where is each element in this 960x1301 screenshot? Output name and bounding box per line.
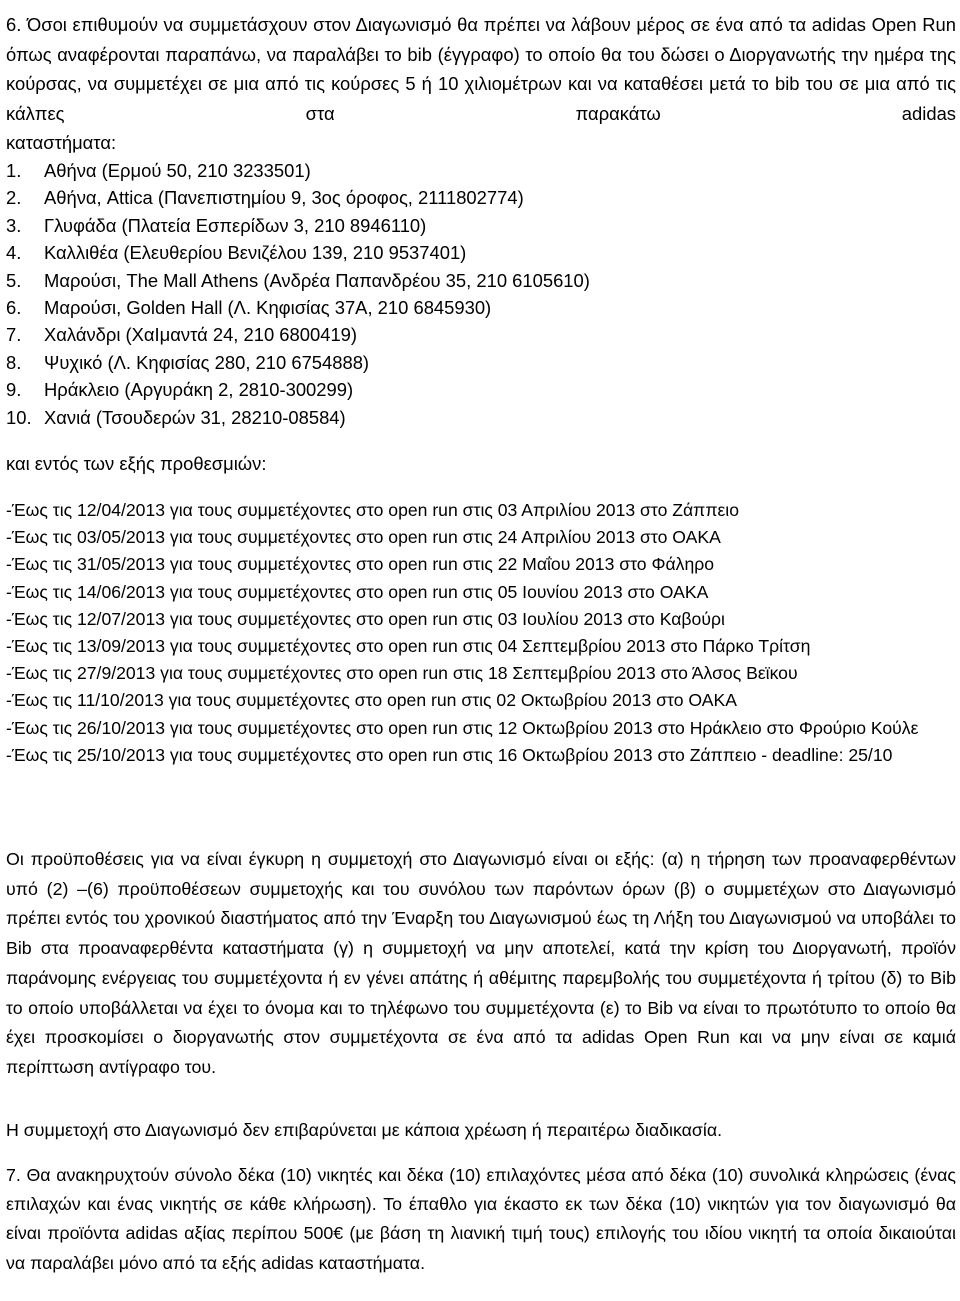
store-number: 4. [6,242,22,264]
store-number: 9. [6,379,22,401]
store-item [6,321,956,348]
store-item [6,349,956,376]
store-item [6,212,956,239]
store-item [6,376,956,403]
prizes-paragraph: 7. Θα ανακηρυχτούν σύνολο δέκα (10) νικητές και δέκα (10) επιλαχόντες μέσα από δέκα (10) συνολικά κληρώσεις (ένας επιλαχών και ένας νικητής σε κάθε κλήρωση). Το έπαθλο για έκαστο εκ των δέκα (10) νικητών για τον διαγωνισμό θα είναι προϊόντα adidas αξίας περίπου 500€ (με βάση τη λιανική τιμή τους) επιλογής του ιδίου νικητή τα οποία δικαιούται να παραλάβει μόνο από τα εξής adidas καταστήματα. [6,1165,956,1273]
store-text: Χαλάνδρι (ΧαΙμαντά 24, 210 6800419) [44,324,358,346]
store-number: 5. [6,269,22,291]
store-text: Ηράκλειο (Αργυράκη 2, 2810-300299) [44,379,354,401]
store-item [6,267,956,294]
store-number: 10. [6,406,32,428]
store-number: 3. [6,214,22,236]
intro-paragraph-end: καταστήματα: [6,132,117,153]
no-charge-paragraph: Η συμμετοχή στο Διαγωνισμό δεν επιβαρύνεται με κάποια χρέωση ή περαιτέρω διαδικασία. [6,1120,723,1140]
deadline-item: -Έως τις 12/07/2013 για τους συμμετέχοντες στο open run στις 03 Ιουλίου 2013 στο Καβούρι [6,608,725,629]
store-list [6,157,956,431]
deadline-item: -Έως τις 13/09/2013 για τους συμμετέχοντες στο open run στις 04 Σεπτεμβρίου 2013 στο Πάρκο Τρίτση [6,636,811,657]
store-text: Ψυχικό (Λ. Κηφισίας 280, 210 6754888) [44,351,370,373]
store-text: Αθήνα, Attica (Πανεπιστημίου 9, 3ος όροφος, 2111802774) [44,187,524,209]
deadline-item: -Έως τις 25/10/2013 για τους συμμετέχοντες στο open run στις 16 Οκτωβρίου 2013 στο Ζάππειο - deadline: 25/10 [6,744,893,765]
store-text: Αθήνα (Ερμού 50, 210 3233501) [44,160,311,181]
deadline-item: -Έως τις 31/05/2013 για τους συμμετέχοντες στο open run στις 22 Μαΐου 2013 στο Φάληρο [6,554,715,575]
deadline-item: -Έως τις 26/10/2013 για τους συμμετέχοντες στο open run στις 12 Οκτωβρίου 2013 στο Ηράκλειο στο Φρούριο Κούλε [6,717,919,738]
store-item [6,184,956,211]
deadline-list [6,497,956,769]
store-item [6,157,956,184]
deadline-item: -Έως τις 11/10/2013 για τους συμμετέχοντες στο open run στις 02 Οκτωβρίου 2013 στο ΟΑΚΑ [6,690,737,711]
store-number: 8. [6,351,22,373]
deadlines-intro: και εντός των εξής προθεσμιών: [6,453,267,474]
store-number: 7. [6,324,22,346]
store-number: 1. [6,160,22,181]
deadline-item: -Έως τις 03/05/2013 για τους συμμετέχοντες στο open run στις 24 Απριλίου 2013 στο ΟΑΚΑ [6,527,721,548]
store-text: Μαρούσι, Golden Hall (Λ. Κηφισίας 37Α, 210 6845930) [44,296,492,318]
store-item [6,239,956,266]
store-text: Μαρούσι, The Mall Athens (Ανδρέα Παπανδρέου 35, 210 6105610) [44,269,590,291]
store-item [6,294,956,321]
store-text: Γλυφάδα (Πλατεία Εσπερίδων 3, 210 8946110) [44,214,427,236]
store-number: 2. [6,187,22,209]
deadline-item: -Έως τις 12/04/2013 για τους συμμετέχοντες στο open run στις 03 Απριλίου 2013 στο Ζάππειο [6,500,739,520]
conditions-paragraph: Οι προϋποθέσεις για να είναι έγκυρη η συμμετοχή στο Διαγωνισμό είναι οι εξής: (α) η τήρηση των προαναφερθέντων υπό (2) –(6) προϋποθέσεων συμμετοχής και του συνόλου των παρόντων όρων (β) ο συμμετέχων στο Διαγωνισμό πρέπει εντός του χρονικού διαστήματος από την Έναρξη του Διαγωνισμού έως τη Λήξη του Διαγωνισμού να υποβάλει το Bib στα προαναφερθέντα καταστήματα (γ) η συμμετοχή να μην αποτελεί, κατά την κρίση του Διοργανωτή, προϊόν παράνομης ενέργειας του συμμετέχοντα ή εν γένει απάτης ή αθέμιτης παρεμβολής του συμμετέχοντα ή τρίτου (δ) το Bib το οποίο υποβάλλεται να έχει το όνομα και το τηλέφωνο του συμμετέχοντα (ε) το Bib να είναι το πρωτότυπο το οποίο θα έχει προσκομίσει ο διοργανωτής στον συμμετέχοντα σε ένα από τα adidas Open Run και να μην είναι σε καμιά περίπτωση αντίγραφο του. [6,849,956,1077]
store-number: 6. [6,296,22,318]
store-text: Χανιά (Τσουδερών 31, 28210-08584) [44,406,346,428]
store-text: Καλλιθέα (Ελευθερίου Βενιζέλου 139, 210 9537401) [44,242,467,264]
deadline-item: -Έως τις 27/9/2013 για τους συμμετέχοντες στο open run στις 18 Σεπτεμβρίου 2013 στο Άλσος Βεϊκου [6,663,798,684]
intro-paragraph: 6. Όσοι επιθυμούν να συμμετάσχουν στον Διαγωνισμό θα πρέπει να λάβουν μέρος σε ένα από τα adidas Open Run όπως αναφέρονται παραπάνω, να παραλάβει το bib (έγγραφο) το οποίο θα του δώσει ο Διοργανωτής την ημέρα της κούρσας, να συμμετέχει σε μια από τις κούρσες 5 ή 10 χιλιομέτρων και να καταθέσει μετά το bib του σε μια από τις κάλπες στα παρακάτω adidas [6,14,956,124]
deadline-item: -Έως τις 14/06/2013 για τους συμμετέχοντες στο open run στις 05 Ιουνίου 2013 στο ΟΑΚΑ [6,581,709,602]
store-item [6,404,956,431]
